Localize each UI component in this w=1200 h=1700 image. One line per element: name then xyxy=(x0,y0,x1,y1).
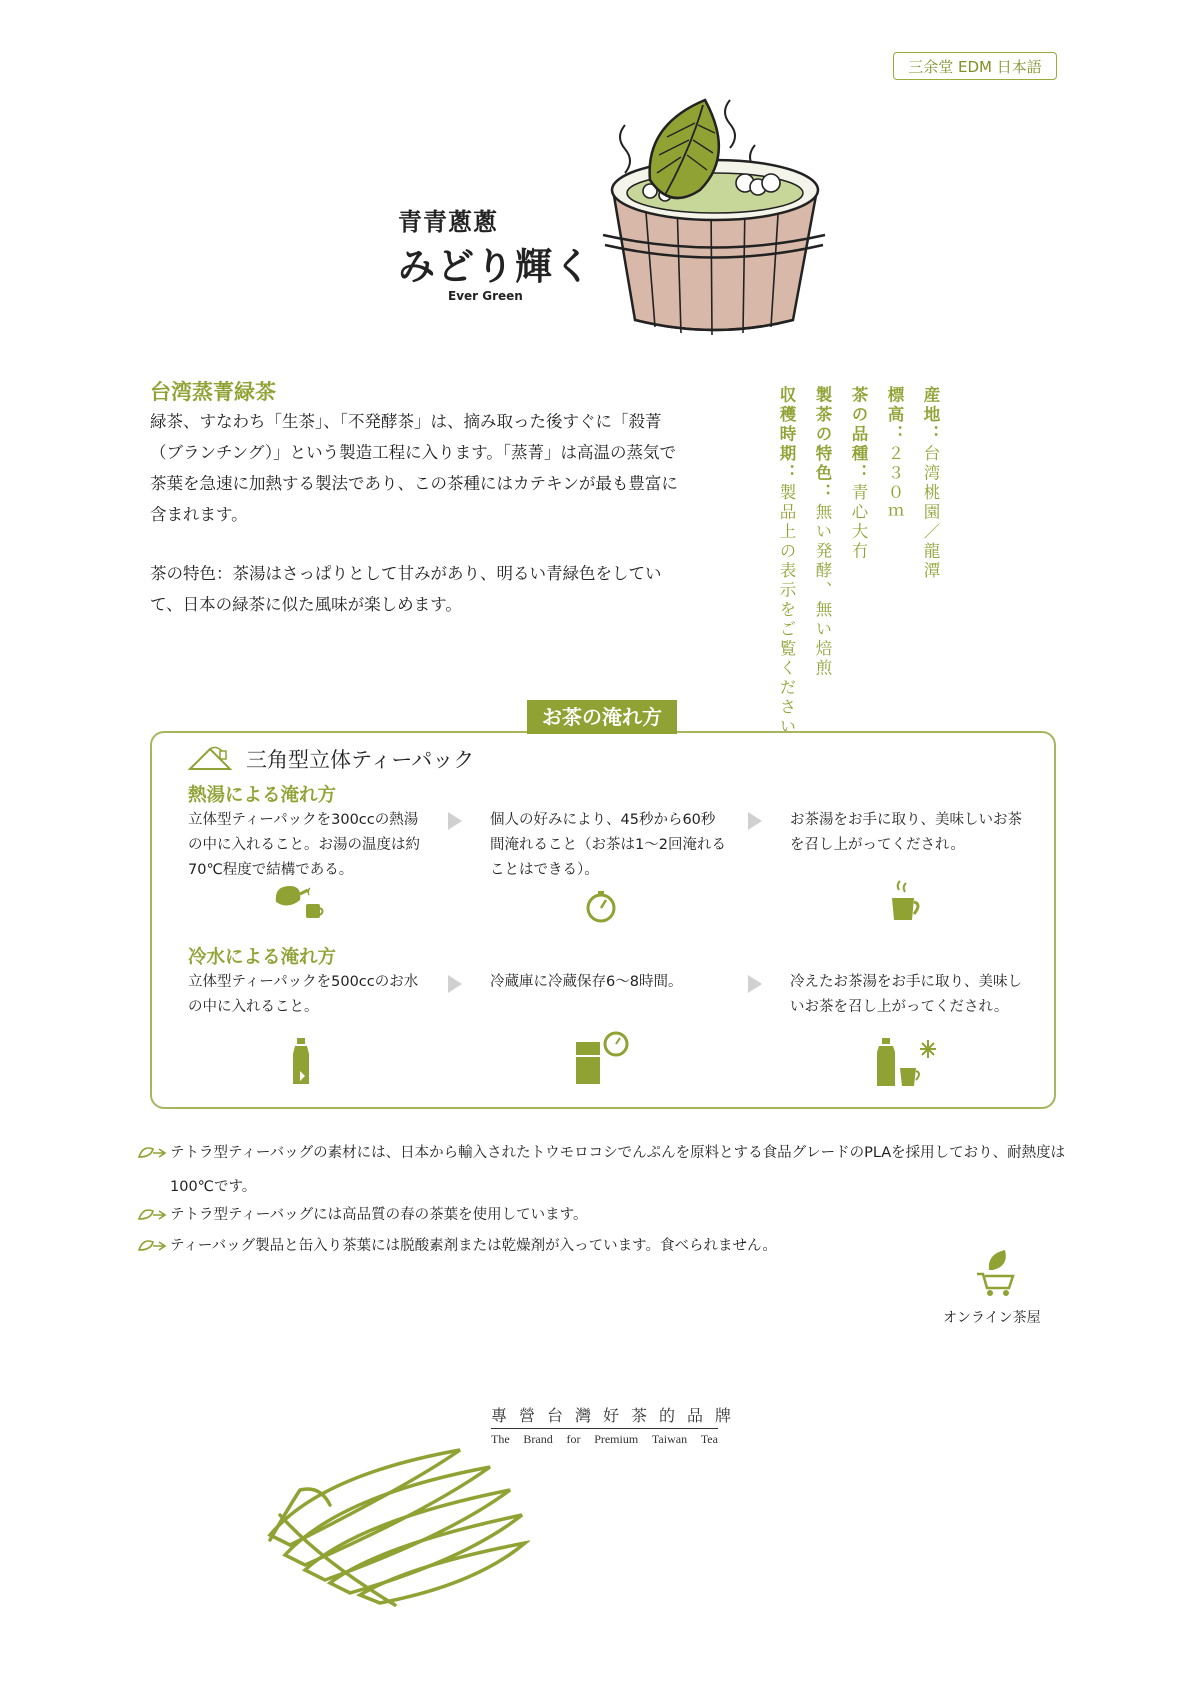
spec-value: ２３０ｍ xyxy=(885,444,904,523)
cold-step-1: 立体型ティーパックを500ccのお水の中に入れること。 xyxy=(188,974,419,1015)
note-1: テトラ型ティーバッグの素材には、日本から輸入されたトウモロコシでんぷんを原料とする食品グレードのPLAを採用しており、耐熱度は100℃です。 xyxy=(170,1145,1066,1195)
tea-tub-illustration xyxy=(595,95,830,340)
spec-variety xyxy=(848,386,868,562)
spec-process xyxy=(812,386,832,679)
arrow-icon xyxy=(448,812,462,830)
hot-tea-cup-icon xyxy=(889,880,923,924)
brand-word: Tea xyxy=(700,1432,718,1446)
spec-value: 台湾桃園／龍潭 xyxy=(921,444,940,581)
spec-value: 無い発酵、無い焙煎 xyxy=(813,503,832,679)
brand-word: Premium xyxy=(594,1432,639,1446)
cold-step-2: 冷蔵庫に冷蔵保存6～8時間。 xyxy=(490,974,683,990)
brand-divider xyxy=(491,1428,718,1429)
spec-label: 収穫時期： xyxy=(777,386,796,484)
teapot-icon xyxy=(272,880,326,922)
tea-leaf-decoration-icon xyxy=(260,1445,530,1610)
hero-title-en: Ever Green xyxy=(448,289,523,303)
hero-title: みどり輝く xyxy=(398,245,593,288)
spec-altitude xyxy=(884,386,904,523)
leaf-bullet-icon xyxy=(137,1143,167,1161)
teabag-icon xyxy=(186,745,236,773)
spec-label: 製茶の特色： xyxy=(813,386,832,503)
cold-drink-icon xyxy=(876,1036,942,1088)
arrow-icon xyxy=(448,975,462,993)
leaf-bullet-icon xyxy=(137,1205,167,1223)
intro-paragraph: 緑茶、すなわち「生茶」、「不発酵茶」は、摘み取った後すぐに「殺菁（ブランチング）」という製造工程に入ります。「蒸菁」は高温の蒸気で茶葉を急速に加熱する製法であり、この茶種にはカテキンが最も豊富に含まれます。 xyxy=(150,412,678,524)
spec-harvest xyxy=(776,386,796,737)
hot-method-title: 熱湯による淹れ方 xyxy=(188,785,337,806)
brand-word: The xyxy=(491,1432,510,1446)
feature-paragraph: 茶の特色：茶湯はさっぱりとして甘みがあり、明るい青緑色をしていて、日本の緑茶に似た風味が楽しめます。 xyxy=(150,564,662,614)
fridge-timer-icon xyxy=(574,1030,630,1086)
note-2: テトラ型ティーバッグには高品質の春の茶葉を使用しています。 xyxy=(170,1207,588,1223)
brewing-badge: お茶の淹れ方 xyxy=(527,700,677,734)
arrow-icon xyxy=(748,975,762,993)
cart-leaf-icon[interactable] xyxy=(975,1248,1015,1298)
spec-label: 産地： xyxy=(921,386,940,445)
box-title: 三角型立体ティーパック xyxy=(246,748,475,772)
spec-label: 茶の品種： xyxy=(849,386,868,484)
brand-word: Brand xyxy=(523,1432,553,1446)
hot-step-2: 個人の好みにより、45秒から60秒間淹れること（お茶は1～2回淹れることはできる）。 xyxy=(490,812,726,878)
hot-step-3: お茶湯をお手に取り、美味しいお茶を召し上がってくだされ。 xyxy=(790,812,1022,853)
section-title: 台湾蒸菁緑茶 xyxy=(150,380,276,404)
brand-word: Taiwan xyxy=(651,1432,688,1446)
arrow-icon xyxy=(748,812,762,830)
cold-method-title: 冷水による淹れ方 xyxy=(188,947,337,968)
note-3: ティーバッグ製品と缶入り茶葉には脱酸素剤または乾燥剤が入っています。食べられません。 xyxy=(170,1238,777,1254)
leaf-bullet-icon xyxy=(137,1236,167,1254)
timer-icon xyxy=(584,890,618,924)
cold-step-3: 冷えたお茶湯をお手に取り、美味しいお茶を召し上がってくだされ。 xyxy=(790,974,1022,1015)
brand-slogan-zh: 專營台灣好茶的品牌 xyxy=(491,1406,744,1425)
online-shop-link[interactable]: オンライン茶屋 xyxy=(943,1310,1041,1326)
spec-origin xyxy=(920,386,940,581)
spec-value: 青心大冇 xyxy=(849,483,868,562)
spec-value: 製品上の表示をご覧ください xyxy=(777,483,796,737)
spec-label: 標高： xyxy=(885,386,904,445)
edm-tag: 三余堂 EDM 日本語 xyxy=(893,52,1057,80)
hero-title-small: 青青蔥蔥 xyxy=(398,208,498,236)
brand-word: for xyxy=(566,1432,581,1446)
bottle-icon xyxy=(290,1038,312,1086)
hot-step-1: 立体型ティーパックを300ccの熱湯の中に入れること。お湯の温度は約70℃程度で結構である。 xyxy=(188,812,420,878)
